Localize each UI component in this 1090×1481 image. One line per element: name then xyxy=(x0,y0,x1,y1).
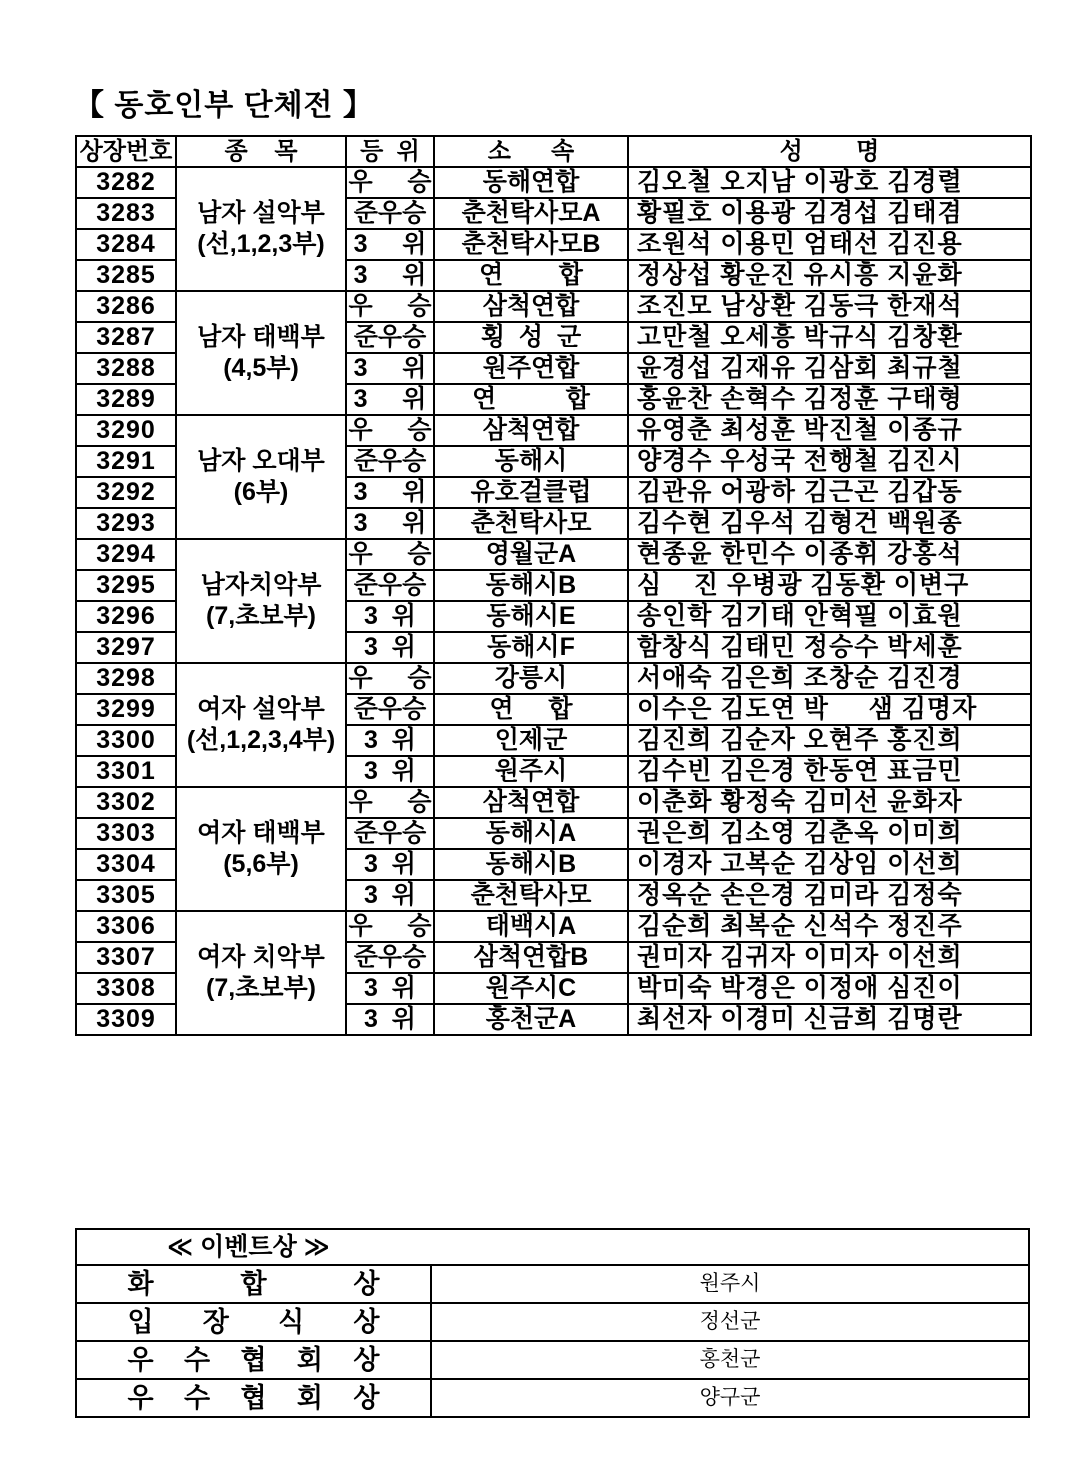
rank-cell: 준우승 xyxy=(346,694,434,725)
names-cell: 김수현 김우석 김형건 백원종 xyxy=(628,508,1031,539)
names-cell: 정옥순 손은경 김미라 김정숙 xyxy=(628,880,1031,911)
cert-no-cell: 3294 xyxy=(76,539,176,570)
rank-cell: 3 위 xyxy=(346,632,434,663)
names-cell: 권미자 김귀자 이미자 이선희 xyxy=(628,942,1031,973)
names-cell: 김진희 김순자 오현주 홍진희 xyxy=(628,725,1031,756)
award-name-text xyxy=(128,1380,380,1416)
rank-cell: 3 위 xyxy=(346,601,434,632)
names-cell: 황필호 이용광 김경섭 김태겸 xyxy=(628,198,1031,229)
names-cell: 김순희 최복순 신석수 정진주 xyxy=(628,911,1031,942)
event-cell xyxy=(176,167,346,291)
page-title: 【 동호인부 단체전 】 xyxy=(74,89,374,122)
rank-cell: 3 위 xyxy=(346,384,434,415)
names-cell: 김관유 어광하 김근곤 김갑동 xyxy=(628,477,1031,508)
rank-cell: 준우승 xyxy=(346,446,434,477)
table-row xyxy=(76,415,1031,446)
names-cell: 이춘화 황정숙 김미선 윤화자 xyxy=(628,787,1031,818)
event-cell xyxy=(176,539,346,663)
col-header-cert-no: 상장번호 xyxy=(76,136,176,167)
names-cell: 현종윤 한민수 이종휘 강홍석 xyxy=(628,539,1031,570)
event-awards-body xyxy=(76,1229,1029,1417)
cert-no-cell: 3304 xyxy=(76,849,176,880)
award-name-char: 식 xyxy=(278,1307,305,1337)
award-name-char: 입 xyxy=(127,1307,154,1337)
award-row xyxy=(76,1265,1029,1303)
cert-no-cell: 3284 xyxy=(76,229,176,260)
team-cell: 삼척연합 xyxy=(434,415,628,446)
award-name-char: 수 xyxy=(183,1345,211,1375)
rank-cell: 우 승 xyxy=(346,539,434,570)
award-name-char: 협 xyxy=(240,1345,267,1375)
event-divisions: (6부) xyxy=(233,478,289,506)
col-header-team: 소 속 xyxy=(434,136,628,167)
names-cell: 송인학 김기태 안혁필 이효원 xyxy=(628,601,1031,632)
rank-cell: 준우승 xyxy=(346,942,434,973)
rank-cell: 3 위 xyxy=(346,725,434,756)
cert-no-cell: 3309 xyxy=(76,1004,176,1035)
rank-cell: 3 위 xyxy=(346,880,434,911)
team-cell: 연 합 xyxy=(434,694,628,725)
cert-no-cell: 3307 xyxy=(76,942,176,973)
event-divisions: (선,1,2,3부) xyxy=(197,230,325,258)
cert-no-cell: 3293 xyxy=(76,508,176,539)
event-name: 남자 태백부 xyxy=(197,323,325,351)
team-cell: 원주연합 xyxy=(434,353,628,384)
cert-no-cell: 3300 xyxy=(76,725,176,756)
team-cell: 연 합 xyxy=(434,384,628,415)
award-name-char: 수 xyxy=(183,1383,211,1413)
events-header-row xyxy=(76,1229,1029,1265)
names-cell: 김수빈 김은경 한동연 표금민 xyxy=(628,756,1031,787)
names-cell: 유영춘 최성훈 박진철 이종규 xyxy=(628,415,1031,446)
cert-no-cell: 3297 xyxy=(76,632,176,663)
results-header-row xyxy=(76,136,1031,167)
award-name-cell xyxy=(76,1265,431,1303)
cert-no-cell: 3299 xyxy=(76,694,176,725)
names-cell: 최선자 이경미 신금희 김명란 xyxy=(628,1004,1031,1035)
award-name-text xyxy=(128,1304,380,1340)
team-cell: 동해시 xyxy=(434,446,628,477)
award-winner-cell: 양구군 xyxy=(431,1379,1029,1417)
team-cell: 동해연합 xyxy=(434,167,628,198)
award-name-char: 회 xyxy=(296,1345,323,1375)
rank-cell: 3 위 xyxy=(346,849,434,880)
rank-cell: 준우승 xyxy=(346,198,434,229)
col-header-names: 성 명 xyxy=(628,136,1031,167)
team-cell: 영월군A xyxy=(434,539,628,570)
event-awards-table xyxy=(75,1228,1030,1418)
team-cell: 동해시A xyxy=(434,818,628,849)
team-cell: 인제군 xyxy=(434,725,628,756)
event-name: 여자 치악부 xyxy=(197,943,325,971)
cert-no-cell: 3298 xyxy=(76,663,176,694)
names-cell: 이수은 김도연 박 샘 김명자 xyxy=(628,694,1031,725)
rank-cell: 3 위 xyxy=(346,353,434,384)
award-name-cell xyxy=(76,1341,431,1379)
rank-cell: 우 승 xyxy=(346,167,434,198)
award-name-char: 합 xyxy=(240,1269,267,1299)
award-row xyxy=(76,1341,1029,1379)
names-cell: 함창식 김태민 정승수 박세훈 xyxy=(628,632,1031,663)
names-cell: 홍윤찬 손혁수 김정훈 구태형 xyxy=(628,384,1031,415)
award-name-char: 상 xyxy=(353,1307,380,1337)
names-cell: 박미숙 박경은 이정애 심진이 xyxy=(628,973,1031,1004)
cert-no-cell: 3295 xyxy=(76,570,176,601)
team-cell: 태백시A xyxy=(434,911,628,942)
names-cell: 고만철 오세흥 박규식 김창환 xyxy=(628,322,1031,353)
rank-cell: 우 승 xyxy=(346,663,434,694)
cert-no-cell: 3305 xyxy=(76,880,176,911)
award-row xyxy=(76,1379,1029,1417)
award-name-char: 화 xyxy=(127,1269,154,1299)
table-row xyxy=(76,291,1031,322)
table-row xyxy=(76,539,1031,570)
names-cell: 조원석 이용민 엄태선 김진용 xyxy=(628,229,1031,260)
rank-cell: 우 승 xyxy=(346,291,434,322)
team-cell: 삼척연합B xyxy=(434,942,628,973)
cert-no-cell: 3306 xyxy=(76,911,176,942)
event-cell xyxy=(176,911,346,1035)
cert-no-cell: 3288 xyxy=(76,353,176,384)
team-cell: 동해시E xyxy=(434,601,628,632)
names-cell: 정상섭 황운진 유시흥 지윤화 xyxy=(628,260,1031,291)
rank-cell: 3 위 xyxy=(346,477,434,508)
team-cell: 원주시C xyxy=(434,973,628,1004)
names-cell: 김오철 오지남 이광호 김경렬 xyxy=(628,167,1031,198)
cert-no-cell: 3287 xyxy=(76,322,176,353)
table-row xyxy=(76,167,1031,198)
cert-no-cell: 3296 xyxy=(76,601,176,632)
cert-no-cell: 3291 xyxy=(76,446,176,477)
team-cell: 유호걸클럽 xyxy=(434,477,628,508)
event-name: 남자치악부 xyxy=(200,571,322,599)
team-cell: 춘천탁사모 xyxy=(434,880,628,911)
team-cell: 동해시B xyxy=(434,849,628,880)
award-name-cell xyxy=(76,1303,431,1341)
event-cell xyxy=(176,787,346,911)
event-cell xyxy=(176,415,346,539)
award-name-char: 회 xyxy=(296,1383,323,1413)
table-row xyxy=(76,787,1031,818)
cert-no-cell: 3302 xyxy=(76,787,176,818)
names-cell: 권은희 김소영 김춘옥 이미희 xyxy=(628,818,1031,849)
col-header-event: 종 목 xyxy=(176,136,346,167)
rank-cell: 3 위 xyxy=(346,756,434,787)
rank-cell: 준우승 xyxy=(346,570,434,601)
names-cell: 양경수 우성국 전행철 김진시 xyxy=(628,446,1031,477)
award-winner-cell: 홍천군 xyxy=(431,1341,1029,1379)
team-cell: 춘천탁사모 xyxy=(434,508,628,539)
team-cell: 춘천탁사모A xyxy=(434,198,628,229)
rank-cell: 우 승 xyxy=(346,787,434,818)
award-name-char: 상 xyxy=(353,1383,380,1413)
table-row xyxy=(76,663,1031,694)
team-cell: 연 합 xyxy=(434,260,628,291)
award-name-char: 상 xyxy=(353,1269,380,1299)
event-divisions: (5,6부) xyxy=(223,850,299,878)
cert-no-cell: 3308 xyxy=(76,973,176,1004)
results-table xyxy=(75,135,1032,1036)
rank-cell: 준우승 xyxy=(346,322,434,353)
event-name: 남자 설악부 xyxy=(197,199,325,227)
cert-no-cell: 3285 xyxy=(76,260,176,291)
event-cell xyxy=(176,663,346,787)
col-header-rank: 등 위 xyxy=(346,136,434,167)
cert-no-cell: 3289 xyxy=(76,384,176,415)
award-winner-cell: 정선군 xyxy=(431,1303,1029,1341)
rank-cell: 3 위 xyxy=(346,1004,434,1035)
award-name-char: 우 xyxy=(127,1383,154,1413)
rank-cell: 3 위 xyxy=(346,260,434,291)
event-name: 여자 태백부 xyxy=(197,819,325,847)
team-cell: 춘천탁사모B xyxy=(434,229,628,260)
rank-cell: 우 승 xyxy=(346,911,434,942)
team-cell: 삼척연합 xyxy=(434,291,628,322)
team-cell: 삼척연합 xyxy=(434,787,628,818)
names-cell: 윤경섭 김재유 김삼회 최규철 xyxy=(628,353,1031,384)
award-name-text xyxy=(128,1342,380,1378)
rank-cell: 준우승 xyxy=(346,818,434,849)
event-cell xyxy=(176,291,346,415)
cert-no-cell: 3301 xyxy=(76,756,176,787)
team-cell: 원주시 xyxy=(434,756,628,787)
event-divisions: (4,5부) xyxy=(223,354,299,382)
rank-cell: 3 위 xyxy=(346,229,434,260)
names-cell: 조진모 남상환 김동극 한재석 xyxy=(628,291,1031,322)
award-name-char: 장 xyxy=(202,1307,229,1337)
event-divisions: (7,초보부) xyxy=(206,974,316,1002)
event-name: 남자 오대부 xyxy=(197,447,325,475)
award-name-cell xyxy=(76,1379,431,1417)
award-name-char: 협 xyxy=(240,1383,267,1413)
cert-no-cell: 3292 xyxy=(76,477,176,508)
cert-no-cell: 3283 xyxy=(76,198,176,229)
rank-cell: 3 위 xyxy=(346,508,434,539)
team-cell: 동해시B xyxy=(434,570,628,601)
award-name-text xyxy=(128,1266,380,1302)
rank-cell: 3 위 xyxy=(346,973,434,1004)
award-row xyxy=(76,1303,1029,1341)
event-divisions: (7,초보부) xyxy=(206,602,316,630)
event-divisions: (선,1,2,3,4부) xyxy=(186,726,336,754)
cert-no-cell: 3290 xyxy=(76,415,176,446)
results-table-body xyxy=(76,167,1031,1035)
rank-cell: 우 승 xyxy=(346,415,434,446)
award-name-char: 상 xyxy=(353,1345,380,1375)
names-cell: 이경자 고복순 김상임 이선희 xyxy=(628,849,1031,880)
team-cell: 횡 성 군 xyxy=(434,322,628,353)
cert-no-cell: 3303 xyxy=(76,818,176,849)
names-cell: 서애숙 김은희 조창순 김진경 xyxy=(628,663,1031,694)
team-cell: 강릉시 xyxy=(434,663,628,694)
cert-no-cell: 3282 xyxy=(76,167,176,198)
cert-no-cell: 3286 xyxy=(76,291,176,322)
award-name-char: 우 xyxy=(127,1345,154,1375)
table-row xyxy=(76,911,1031,942)
events-table-title: ≪ 이벤트상 ≫ xyxy=(76,1229,1029,1265)
event-name: 여자 설악부 xyxy=(197,695,325,723)
award-winner-cell: 원주시 xyxy=(431,1265,1029,1303)
team-cell: 동해시F xyxy=(434,632,628,663)
names-cell: 심 진 우병광 김동환 이변구 xyxy=(628,570,1031,601)
team-cell: 홍천군A xyxy=(434,1004,628,1035)
